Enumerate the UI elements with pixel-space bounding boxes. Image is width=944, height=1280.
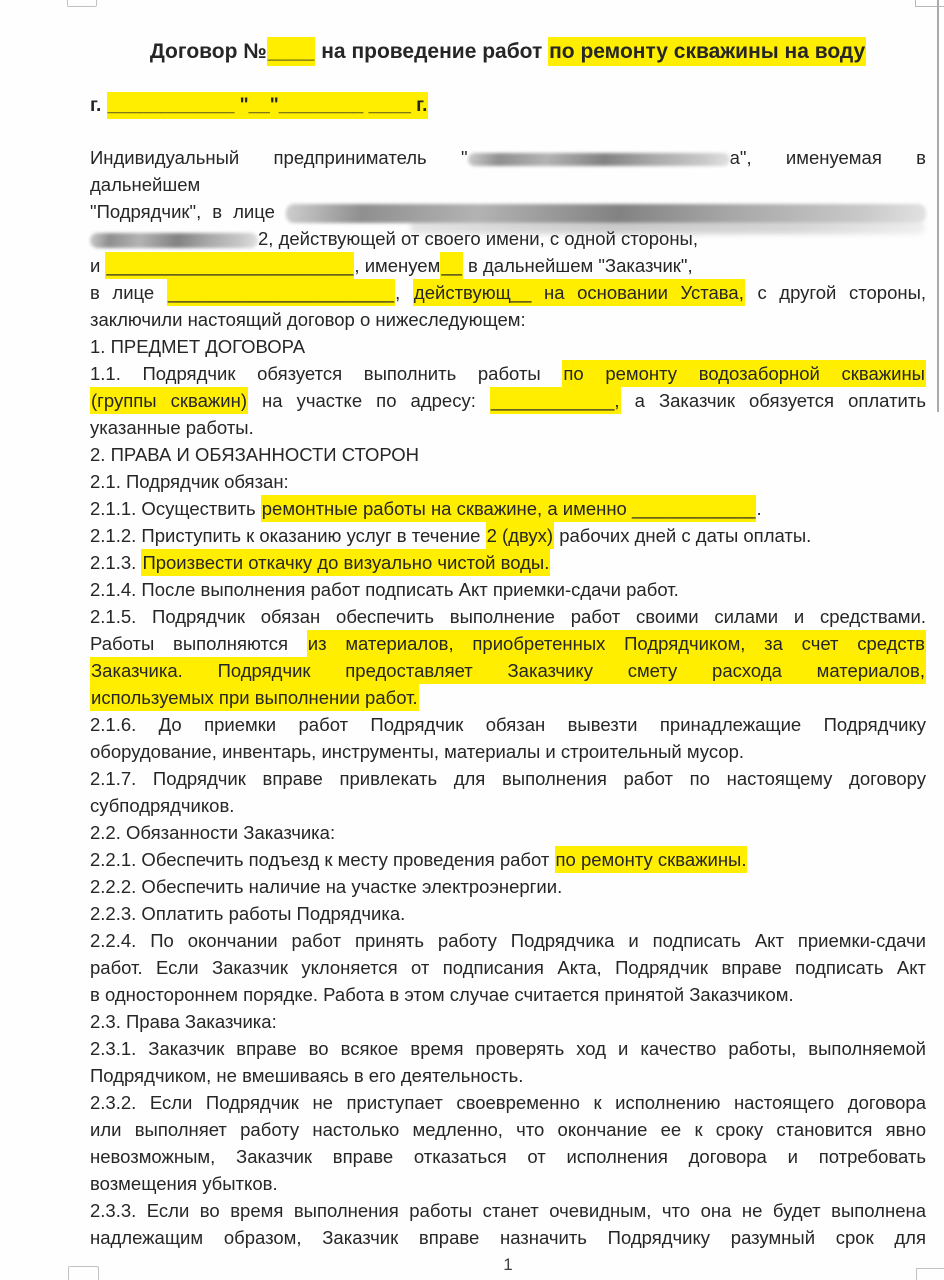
text-run: 2.1.6. До приемки работ Подрядчик обязан вывезти принадлежащие Подрядчику (90, 714, 926, 735)
text-line (90, 711, 926, 738)
text-run: 2.1.4. После выполнения работ подписать Акт приемки-сдачи работ. (90, 579, 679, 600)
text-line (90, 1062, 926, 1089)
text-line (90, 1089, 926, 1116)
text-line (90, 1197, 926, 1224)
text-run: 2.2.3. Оплатить работы Подрядчика. (90, 903, 406, 924)
text-line (90, 549, 926, 576)
artifact-corner-box-top-right (915, 0, 944, 7)
text-run: заключили настоящий договор о нижеследующем: (90, 309, 526, 330)
highlighted-text: ____________, (490, 387, 621, 414)
text-line (90, 171, 926, 198)
text-run: 2.3.2. Если Подрядчик не приступает своевременно к исполнению настоящего договора (90, 1092, 926, 1113)
text-run: 2.3.1. Заказчик вправе во всякое время проверять ход и качество работы, выполняемой (90, 1038, 926, 1059)
highlighted-text: __ (440, 252, 463, 279)
highlighted-text: Произвести откачку до визуально чистой воды. (141, 549, 550, 576)
text-run: 2, действующей от своего имени, с одной стороны, (258, 228, 698, 249)
text-line (90, 1255, 926, 1275)
text-line (90, 576, 926, 603)
text-run: рабочих дней с даты оплаты. (554, 525, 812, 546)
text-line (90, 900, 926, 927)
text-line (90, 1008, 926, 1035)
text-run: 2.2.4. По окончании работ принять работу Подрядчика и подписать Акт приемки-сдачи (90, 930, 926, 951)
text-run: 2.1.2. Приступить к оказанию услуг в течение (90, 525, 486, 546)
text-line (90, 252, 926, 279)
highlighted-text: по ремонту скважины. (555, 846, 748, 873)
text-run: работ. Если Заказчик уклоняется от подписания Акта, Подрядчик вправе подписать Акт (90, 957, 926, 978)
highlighted-text: Заказчика. Подрядчик предоставляет Заказчику смету расхода материалов, (90, 657, 926, 684)
text-run: на участке по адресу: (247, 390, 490, 411)
text-run: субподрядчиков. (90, 795, 235, 816)
text-line (90, 360, 926, 387)
text-run: в лице (90, 282, 167, 303)
text-line (90, 225, 926, 252)
text-run: Подрядчиком, не вмешиваясь в его деятельность. (90, 1065, 524, 1086)
highlighted-text: ____________ "__"________ ____ г. (107, 92, 429, 119)
text-run: в одностороннем порядке. Работа в этом случае считается принятой Заказчиком. (90, 984, 794, 1005)
highlighted-text: из материалов, приобретенных Подрядчиком, за счет средств (307, 630, 926, 657)
highlighted-text: ________________________ (105, 252, 354, 279)
text-run: Работы выполняются (90, 633, 307, 654)
text-run: с другой стороны, (744, 282, 927, 303)
highlighted-text: ______________________ (167, 279, 395, 306)
text-run: и (90, 255, 106, 276)
text-line (90, 333, 926, 360)
text-line (90, 279, 926, 306)
artifact-page-edge-line (937, 0, 939, 412)
text-run: г. (90, 95, 107, 116)
text-line (90, 603, 926, 630)
text-run: указанные работы. (90, 417, 254, 438)
date-line (90, 92, 926, 120)
document-title (90, 38, 926, 66)
text-run: Договор № (149, 40, 267, 63)
contract-body (90, 144, 926, 1251)
text-line (90, 630, 926, 657)
text-run: 2.1.5. Подрядчик обязан обеспечить выполнение работ своими силами и средствами. (90, 606, 926, 627)
text-run: невозможным, Заказчик вправе отказаться от исполнения договора и потребовать (90, 1146, 926, 1167)
highlighted-text: (группы скважин) (90, 387, 248, 414)
page-number (90, 1255, 926, 1275)
text-line (90, 684, 926, 711)
highlighted-text: действующ__ на основании Устава, (413, 279, 745, 306)
document-page (90, 38, 926, 1275)
text-run: 1.1. Подрядчик обязуется выполнить работы (90, 363, 563, 384)
text-line (90, 792, 926, 819)
text-line (90, 387, 926, 414)
highlighted-text: по ремонту водозаборной скважины (562, 360, 926, 387)
text-run: дальнейшем (90, 174, 201, 195)
text-run: 2.3. Права Заказчика: (90, 1011, 277, 1032)
text-line (90, 468, 926, 495)
text-run: 2.3.3. Если во время выполнения работы станет очевидным, что она не будет выполнена (90, 1200, 926, 1221)
text-run: . (756, 498, 762, 519)
text-line (90, 495, 926, 522)
text-run: 2.2.1. Обеспечить подъезд к месту проведения работ (90, 849, 555, 870)
highlighted-text: ремонтные работы на скважине, а именно ____________ (261, 495, 757, 522)
text-run: 2.1.1. Осуществить (90, 498, 261, 519)
artifact-corner-box-top-left (67, 0, 97, 7)
text-run: 2. ПРАВА И ОБЯЗАННОСТИ СТОРОН (90, 444, 420, 465)
text-run: 2.1.3. (90, 552, 142, 573)
text-run: 2.2. Обязанности Заказчика: (90, 822, 336, 843)
highlighted-text: используемых при выполнении работ. (90, 684, 419, 711)
text-run: 1 (503, 1255, 513, 1274)
text-run: а", именуемая в (729, 147, 926, 168)
highlighted-text: 2 (двух) (486, 522, 554, 549)
text-line (90, 92, 926, 120)
text-line (90, 765, 926, 792)
redaction-smudge (468, 153, 730, 166)
text-line (90, 981, 926, 1008)
text-run: 2.1. Подрядчик обязан: (90, 471, 289, 492)
text-line (90, 38, 926, 66)
text-run: 2.2.2. Обеспечить наличие на участке электроэнергии. (90, 876, 563, 897)
text-line (90, 657, 926, 684)
text-line (90, 306, 926, 333)
text-line (90, 846, 926, 873)
text-line (90, 1116, 926, 1143)
highlighted-text: ____ (267, 37, 316, 66)
text-line (90, 414, 926, 441)
text-line (90, 819, 926, 846)
text-line (90, 1035, 926, 1062)
text-run: 1. ПРЕДМЕТ ДОГОВОРА (90, 336, 306, 357)
text-run: Индивидуальный предприниматель " (90, 147, 468, 168)
text-run: "Подрядчик", в лице (90, 201, 286, 222)
redaction-smudge (90, 233, 258, 248)
text-run: а Заказчик обязуется оплатить (620, 390, 926, 411)
text-run: , (395, 282, 413, 303)
text-line (90, 441, 926, 468)
text-run: возмещения убытков. (90, 1173, 278, 1194)
text-line (90, 198, 926, 225)
text-line (90, 738, 926, 765)
redaction-smudge (286, 204, 926, 223)
text-run: 2.1.7. Подрядчик вправе привлекать для выполнения работ по настоящему договору (90, 768, 926, 789)
text-line (90, 1224, 926, 1251)
text-line (90, 1143, 926, 1170)
text-run: на проведение работ (315, 40, 549, 63)
text-run: , именуем (354, 255, 441, 276)
text-line (90, 927, 926, 954)
highlighted-text: по ремонту скважины на воду (548, 37, 866, 66)
text-line (90, 522, 926, 549)
text-run: надлежащим образом, Заказчик вправе назначить Подрядчику разумный срок для (90, 1227, 926, 1248)
text-line (90, 1170, 926, 1197)
text-line (90, 954, 926, 981)
text-run: или выполняет работу настолько медленно, что окончание ее к сроку становится явно (90, 1119, 926, 1140)
text-run: оборудование, инвентарь, инструменты, материалы и строительный мусор. (90, 741, 745, 762)
text-line (90, 144, 926, 171)
text-line (90, 873, 926, 900)
text-run: в дальнейшем "Заказчик", (462, 255, 693, 276)
